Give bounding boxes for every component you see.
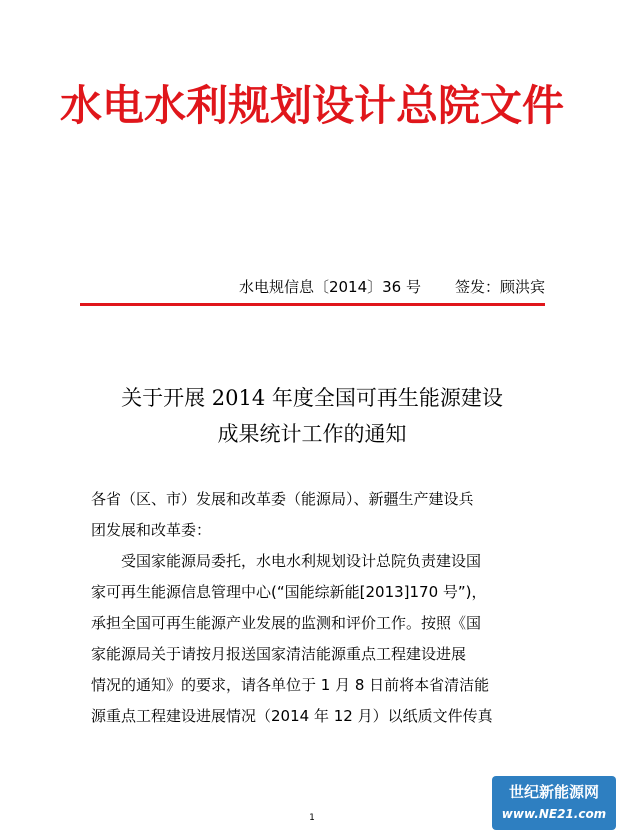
body-line: 承担全国可再生能源产业发展的监测和评价工作。按照《国 [91, 614, 482, 632]
notice-title-line-1: 关于开展 2014 年度全国可再生能源建设 [121, 386, 503, 410]
red-separator-line [80, 303, 545, 306]
page-number: 1 [309, 813, 315, 823]
body-line: 家能源局关于请按月报送国家清洁能源重点工程建设进展 [91, 645, 467, 663]
watermark-site-name: 世纪新能源网 [508, 783, 599, 801]
notice-title-line-2: 成果统计工作的通知 [217, 422, 407, 446]
body-line: 源重点工程建设进展情况（2014 年 12 月）以纸质文件传真 [91, 707, 493, 725]
body-line: 受国家能源局委托，水电水利规划设计总院负责建设国 [121, 552, 482, 570]
document-header-title: 水电水利规划设计总院文件 [59, 81, 564, 130]
document-number: 水电规信息〔2014〕36 号 [238, 278, 421, 296]
body-line: 情况的通知》的要求，请各单位于 1 月 8 日前将本省清洁能 [91, 676, 490, 694]
signer: 签发：顾洪宾 [454, 278, 545, 296]
body-line: 团发展和改革委： [91, 521, 212, 539]
body-line: 各省（区、市）发展和改革委（能源局）、新疆生产建设兵 [91, 490, 474, 508]
body-line: 家可再生能源信息管理中心(“国能综新能[2013]170 号”)， [91, 583, 487, 601]
watermark-site-url: www.NE21.com [501, 807, 607, 821]
document-meta [0, 276, 545, 298]
body-text [91, 484, 561, 732]
site-watermark-logo [492, 776, 616, 830]
notice-title [0, 380, 624, 452]
